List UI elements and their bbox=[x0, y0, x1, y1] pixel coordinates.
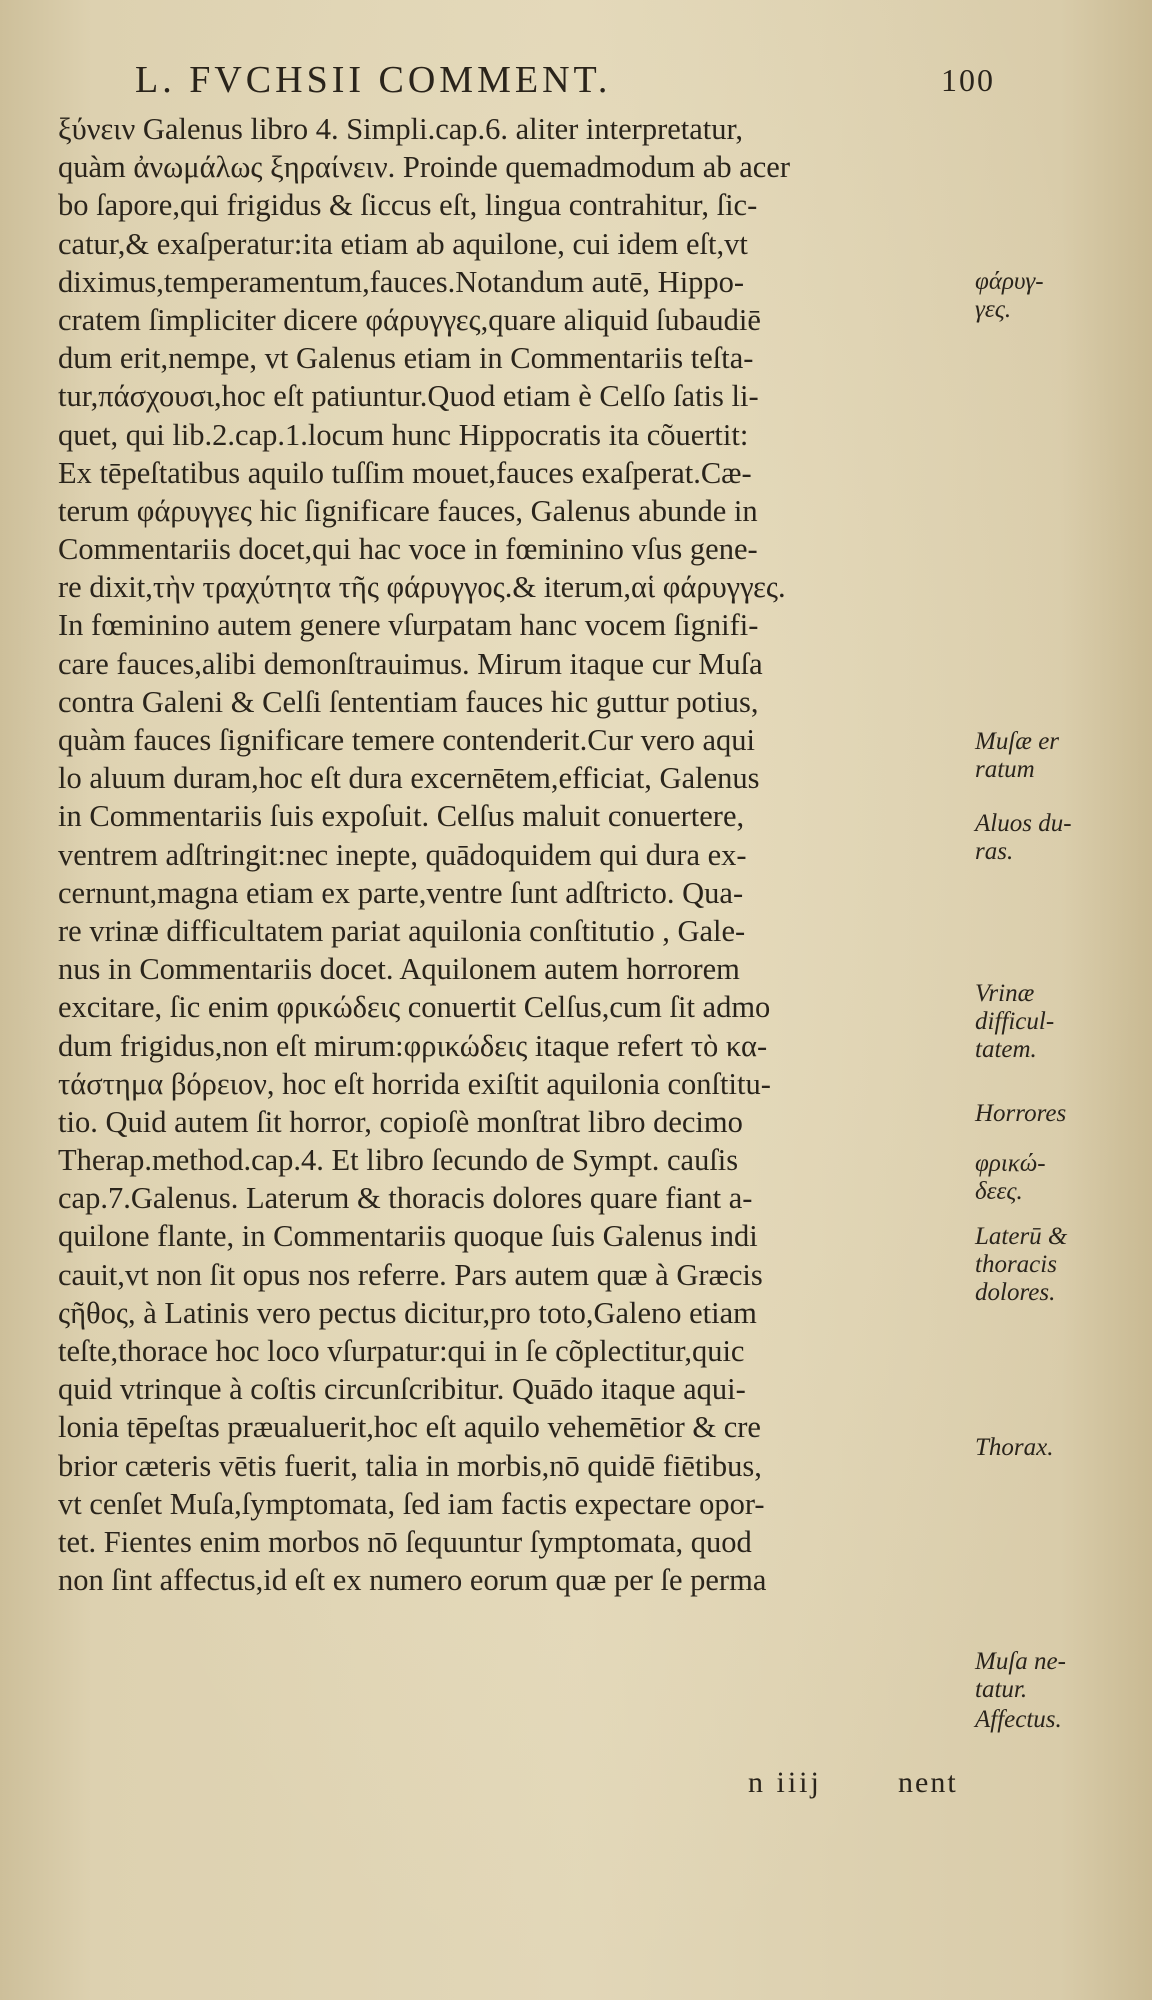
text-line: tet. Fientes enim morbos nō ſequuntur ſymptomata, quod bbox=[58, 1524, 752, 1559]
main-text-block bbox=[58, 110, 978, 1599]
margin-note bbox=[975, 728, 1125, 784]
margin-note bbox=[975, 268, 1125, 324]
text-line: Therap.method.cap.4. Et libro ſecundo de Sympt. cauſis bbox=[58, 1143, 739, 1178]
text-line: τάστημα βόρειον, hoc eſt horrida exiſtit aquilonia conſtitu- bbox=[58, 1066, 771, 1101]
text-line: ςῆθος, à Latinis vero pectus dicitur,pro toto,Galeno etiam bbox=[58, 1295, 757, 1330]
margin-note bbox=[975, 1706, 1125, 1734]
margin-note-line: γες. bbox=[975, 296, 1012, 323]
margin-note bbox=[975, 810, 1125, 866]
text-line: catur,& exaſperatur:ita etiam ab aquilone, cui idem eſt,vt bbox=[58, 226, 748, 261]
text-line: In fœminino autem genere vſurpatam hanc vocem ſignifi- bbox=[58, 608, 759, 643]
text-line: cernunt,magna etiam ex parte,ventre ſunt adſtricto. Qua- bbox=[58, 875, 744, 910]
margin-note-line: Thorax. bbox=[975, 1434, 1054, 1461]
text-line: care fauces,alibi demonſtrauimus. Mirum itaque cur Muſa bbox=[58, 646, 763, 681]
margin-note-line: thoracis bbox=[975, 1251, 1057, 1278]
margin-note-line: Laterū & bbox=[975, 1223, 1068, 1250]
margin-note-line: tatur. bbox=[975, 1676, 1028, 1703]
text-line: quàm ἀνωμάλως ξηραίνειν. Proinde quemadmodum ab acer bbox=[58, 150, 790, 185]
margin-note-line: φάρυγ- bbox=[975, 268, 1044, 295]
margin-note bbox=[975, 1648, 1125, 1704]
margin-note-line: φρικώ- bbox=[975, 1150, 1046, 1177]
margin-note-line: ratum bbox=[975, 756, 1035, 783]
page-footer bbox=[58, 1766, 978, 1806]
text-line: excitare, ſic enim φρικώδεις conuertit Celſus,cum ſit admo bbox=[58, 990, 771, 1025]
text-line: dum frigidus,non eſt mirum:φρικώδεις itaque refert τὸ κα- bbox=[58, 1028, 768, 1063]
text-line: lonia tēpeſtas præualuerit,hoc eſt aquilo vehemētior & cre bbox=[58, 1410, 761, 1445]
margin-note-line: Vrinæ bbox=[975, 980, 1035, 1007]
text-line: tur,πάσχουσι,hoc eſt patiuntur.Quod etiam è Celſo ſatis li- bbox=[58, 379, 759, 414]
catchword: nent bbox=[898, 1766, 958, 1799]
margin-note-line: δεες. bbox=[975, 1178, 1023, 1205]
text-line: cratem ſimpliciter dicere φάρυγγες,quare aliquid ſubaudiē bbox=[58, 302, 761, 337]
text-line: re vrinæ difficultatem pariat aquilonia conſtitutio , Gale- bbox=[58, 913, 746, 948]
text-line: diximus,temperamentum,fauces.Notandum autē, Hippo- bbox=[58, 264, 745, 299]
folio-number: 100 bbox=[941, 62, 995, 98]
margin-note-line: difficul- bbox=[975, 1008, 1055, 1035]
margin-note-line: ras. bbox=[975, 838, 1014, 865]
running-title: L. FVCHSII COMMENT. bbox=[135, 59, 612, 101]
text-line: quàm fauces ſignificare temere contenderit.Cur vero aqui bbox=[58, 723, 755, 757]
text-line: brior cæteris vētis fuerit, talia in morbis,nō quidē fiētibus, bbox=[58, 1448, 762, 1483]
text-line: quet, qui lib.2.cap.1.locum hunc Hippocratis ita cõuertit: bbox=[58, 417, 749, 452]
text-line: terum φάρυγγες hic ſignificare fauces, Galenus abunde in bbox=[58, 493, 758, 528]
signature-mark: n iiij bbox=[748, 1766, 822, 1799]
running-head bbox=[135, 58, 995, 110]
text-line: teſte,thorace hoc loco vſurpatur:qui in ſe cõplectitur,quic bbox=[58, 1334, 745, 1368]
margin-note bbox=[975, 1100, 1125, 1128]
text-line: Commentariis docet,qui hac voce in fœminino vſus gene- bbox=[58, 532, 758, 567]
text-line: vt cenſet Muſa,ſymptomata, ſed iam factis expectare opor- bbox=[58, 1486, 765, 1521]
margin-note-line: dolores. bbox=[975, 1279, 1056, 1306]
text-line: dum erit,nempe, vt Galenus etiam in Commentariis teſta- bbox=[58, 341, 754, 376]
text-line: cap.7.Galenus. Laterum & thoracis dolores quare fiant a- bbox=[58, 1181, 753, 1216]
margin-note-line: Muſa ne- bbox=[975, 1648, 1066, 1675]
text-line: bo ſapore,qui frigidus & ſiccus eſt, lingua contrahitur, ſic- bbox=[58, 188, 758, 223]
text-line: quilone flante, in Commentariis quoque ſuis Galenus indi bbox=[58, 1219, 758, 1254]
margin-note bbox=[975, 1434, 1125, 1462]
margin-note bbox=[975, 1150, 1125, 1206]
text-line: ξύνειν Galenus libro 4. Simpli.cap.6. aliter interpretatur, bbox=[58, 112, 744, 146]
margin-note-line: Horrores bbox=[975, 1100, 1067, 1127]
margin-note-line: Aluos du- bbox=[975, 810, 1072, 837]
text-line: re dixit,τὴν τραχύτητα τῆς φάρυγγος.& iterum,αἱ φάρυγγες. bbox=[58, 570, 786, 605]
margin-note bbox=[975, 1223, 1125, 1307]
text-line: non ſint affectus,id eſt ex numero eorum quæ per ſe perma bbox=[58, 1563, 767, 1598]
text-line: ventrem adſtringit:nec inepte, quādoquidem qui dura ex- bbox=[58, 837, 747, 872]
text-line: quid vtrinque à coſtis circunſcribitur. Quādo itaque aqui- bbox=[58, 1372, 746, 1407]
margin-note bbox=[975, 980, 1125, 1064]
text-line: cauit,vt non ſit opus nos referre. Pars autem quæ à Græcis bbox=[58, 1257, 763, 1292]
text-line: tio. Quid autem ſit horror, copioſè monſtrat libro decimo bbox=[58, 1104, 743, 1139]
text-line: Ex tēpeſtatibus aquilo tuſſim mouet,fauces exaſperat.Cæ- bbox=[58, 455, 752, 490]
margin-note-line: tatem. bbox=[975, 1036, 1037, 1063]
text-line: contra Galeni & Celſi ſententiam fauces hic guttur potius, bbox=[58, 684, 759, 719]
text-line: nus in Commentariis docet. Aquilonem autem horrorem bbox=[58, 952, 740, 987]
margin-note-line: Affectus. bbox=[975, 1706, 1062, 1733]
margin-note-line: Muſæ er bbox=[975, 728, 1060, 755]
text-line: in Commentariis ſuis expoſuit. Celſus maluit conuertere, bbox=[58, 799, 745, 834]
text-line: lo aluum duram,hoc eſt dura excernētem,efficiat, Galenus bbox=[58, 761, 760, 796]
